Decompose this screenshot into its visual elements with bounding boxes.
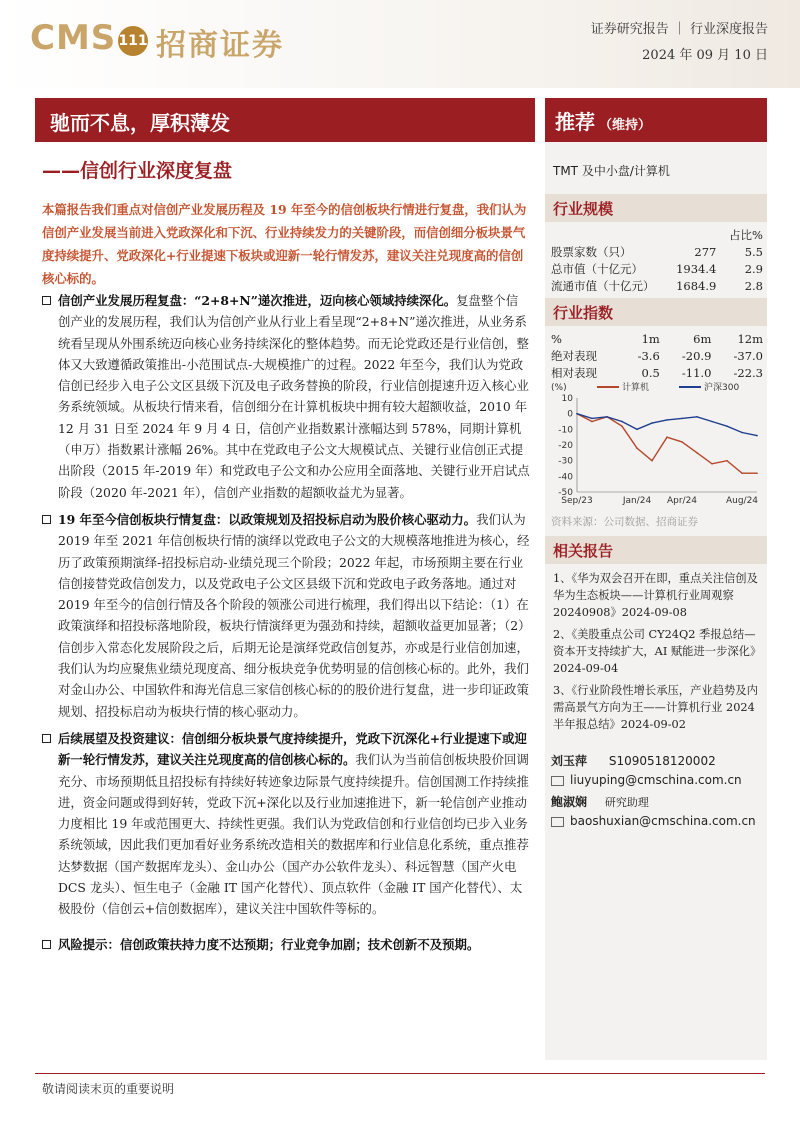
table-cell: 股票家数（只） xyxy=(551,244,632,259)
table-header-cell: 12m xyxy=(737,331,763,346)
table-cell: 绝对表现 xyxy=(551,348,597,363)
analyst-id: S1090518120002 xyxy=(608,754,716,768)
table-cell: -20.9 xyxy=(681,348,712,363)
data-point xyxy=(651,460,653,462)
footer-note: 敬请阅读末页的重要说明 xyxy=(42,1082,175,1096)
checkbox-bullet-icon xyxy=(42,515,51,524)
data-point xyxy=(756,472,758,474)
report-date: 2024 年 09 月 10 日 xyxy=(642,48,768,63)
table-cell: 277 xyxy=(694,244,717,259)
bullet-text: 我们认为 2019 年至 2021 年信创板块行情的演绎以党政电子公文的大规模落地推进为核心，经历了政策预期演绎-招投标启动-业绩兑现三个阶段；2022 年起，市场预期主要在行业信创接替党政信创发力，以及党政电子公文区县级下沉和党政电子政务落地。通过对 2019 年至今的信创行情及各个阶段的领涨公司进行梳理，我们得出以下结论：（1）在政策演绎和招投标落地阶段，板块行情演绎更为强劲和持续，超额收益更加显著；（2）信创步入常态化发展阶段之后，后期无论是演绎党政信创复苏，亦或是行业信创加速，我们认为均应聚焦业绩兑现度高、细分板块竞争优势明显的信创核心标的。此外，我们对金山办公、中国软件和海光信息三家信创核心标的的股价进行复盘，进一步印证政策规划、招投标启动为板块行情的核心驱动力。 xyxy=(58,511,530,719)
data-point xyxy=(681,418,683,420)
analyst-email[interactable]: liuyuping@cmschina.com.cn xyxy=(570,773,742,787)
rating-sub: （维持） xyxy=(599,118,652,133)
table-header-row xyxy=(551,330,763,347)
data-point xyxy=(741,432,743,434)
data-point xyxy=(681,441,683,443)
data-point xyxy=(606,416,608,418)
data-point xyxy=(741,472,743,474)
table-cell: 相对表现 xyxy=(551,365,597,380)
logo-text: CMS xyxy=(30,18,117,58)
table-cell: -3.6 xyxy=(637,348,660,363)
table-header-cell: % xyxy=(551,331,562,346)
industry-index-table xyxy=(551,330,763,381)
rating-label: 推荐 xyxy=(555,110,595,134)
table-cell: 流通市值（十亿元） xyxy=(551,278,655,293)
y-tick-label: 0 xyxy=(567,409,573,420)
data-point xyxy=(651,422,653,424)
bullet-lead: 风险提示：信创政策扶持力度不达预期；行业竞争加剧；技术创新不及预期。 xyxy=(58,936,480,952)
bullet-lead: 19 年至今信创板块行情复盘：以政策规划及招投标启动为股价核心驱动力。 xyxy=(58,511,477,527)
y-tick-label: -50 xyxy=(558,488,573,498)
logo-cn: 招商证券 xyxy=(156,28,284,63)
bullet-lead: 后续展望及投资建议：信创细分板块景气度持续提升，党政下沉深化+行业提速下或迎新一轮行情发苏，建议关注兑现度高的信创核心标的。 xyxy=(58,730,527,768)
bullet-item xyxy=(42,934,530,955)
data-point xyxy=(621,425,623,427)
data-point xyxy=(726,460,728,462)
footer-divider xyxy=(35,1073,765,1074)
legend-label: 计算机 xyxy=(622,383,650,393)
data-point xyxy=(696,452,698,454)
data-point xyxy=(696,416,698,418)
table-cell: 1684.9 xyxy=(676,278,717,293)
analyst-name: 刘玉萍 xyxy=(551,754,588,768)
data-point xyxy=(666,419,668,421)
source-note: 资料来源：公司数据、招商证券 xyxy=(551,516,698,528)
related-reports xyxy=(551,570,761,738)
table-row xyxy=(551,260,763,277)
summary: 本篇报告我们重点对信创产业发展历程及 19 年至今的信创板块行情进行复盘，我们认为信创产业发展当前进入党政深化和下沉、行业持续发力的关键阶段，而信创细分板块景气度持续提升、党政深化+行业提速下板块或迎新一轮行情发苏，建议关注兑现度高的信创核心标的。 xyxy=(42,202,527,286)
industry-scale-table xyxy=(551,226,763,294)
y-tick-label: -20 xyxy=(558,441,573,451)
checkbox-bullet-icon xyxy=(42,940,51,949)
table-header-cell: 1m xyxy=(641,331,660,346)
data-point xyxy=(591,418,593,420)
table-cell: -11.0 xyxy=(681,365,712,380)
bullet-lead: 信创产业发展历程复盘：“2+8+N”递次推进，迈向核心领域持续深化。 xyxy=(58,293,457,308)
checkbox-bullet-icon xyxy=(42,734,51,743)
table-cell: 总市值（十亿元） xyxy=(551,261,643,276)
x-tick-label: Sep/23 xyxy=(561,496,593,506)
section-title: 行业规模 xyxy=(553,200,614,218)
section-industry-index xyxy=(545,298,767,326)
report-link[interactable]: 1、《华为双会召开在即，重点关注信创及华为生态板块——计算机行业周观察 20240908》2024-09-08 xyxy=(553,572,758,619)
table-cell: 1934.4 xyxy=(676,261,717,276)
data-point xyxy=(576,413,578,415)
data-point xyxy=(591,421,593,423)
analyst-2 xyxy=(551,793,649,810)
industry-label: TMT 及中小盘/计算机 xyxy=(553,164,670,178)
page-subtitle: ——信创行业深度复盘 xyxy=(42,160,233,182)
section-industry-scale xyxy=(545,194,767,222)
report-link[interactable]: 3、《行业阶段性增长承压，产业趋势及内需高景气方向为王——计算机行业 2024 半年报总结》2024-09-02 xyxy=(553,684,758,731)
y-tick-label: -10 xyxy=(558,425,573,436)
data-point xyxy=(621,421,623,423)
table-header-cell: 6m xyxy=(693,331,712,346)
analyst-1-email-row xyxy=(551,773,742,787)
report-link[interactable]: 2、《美股重点公司 CY24Q2 季报总结—资本开支持续扩大，AI 赋能进一步深化》2024-09-04 xyxy=(553,628,756,675)
bullet-item xyxy=(42,728,530,920)
table-cell: -37.0 xyxy=(733,348,763,363)
section-title: 行业指数 xyxy=(553,304,614,322)
data-point xyxy=(636,447,638,449)
analyst-2-email-row xyxy=(551,814,756,828)
rating xyxy=(555,106,651,135)
section-related-reports xyxy=(545,536,767,564)
bullet-item xyxy=(42,290,530,503)
table-cell: 0.5 xyxy=(641,365,660,380)
x-tick-label: Apr/24 xyxy=(666,496,698,506)
x-tick-label: Aug/24 xyxy=(725,496,759,506)
y-axis-label: (%) xyxy=(551,383,567,393)
table-cell: 2.8 xyxy=(744,278,763,293)
bullet-text: 我们认为当前信创板块股价回调充分、市场预期低且招投标有持续好转迹象边际景气度持续提升。信创国测工作持续推进，资金问题或得到好转，党政下沉+深化以及行业加速推进下，新一轮信创产业推动力度相比 19 年或范围更大、持续性更强。我们认为党政信创和行业信创均已步入业务系统领域，因此我们更加看好业务系统改造相关的数据库和行业信息化系统，重点推荐达梦数据（国产数据库龙头）、金山办公（国产办公软件龙头）、科远智慧（国产火电 DCS 龙头）、恒生电子（金融 IT 国产化替代）、顶点软件（金融 IT 国产化替代）、太极股份（信创云+信创数据库），建议关注中国软件等标的。 xyxy=(58,752,529,917)
logo-badge-icon: 111 xyxy=(118,26,148,56)
table-cell: 2.9 xyxy=(744,261,763,276)
table-cell: -22.3 xyxy=(733,365,763,380)
bullet-text: 复盘整个信创产业的发展历程，我们认为信创产业从行业上看呈现“2+8+N”递次推进，从业务系统看呈现从外围系统迈向核心业务持续深化的整体趋势。而无论党政还是行业信创，整体又大致遵循政策推出-小范围试点-大规模推广的过程。2022 年至今，我们认为党政信创已经步入电子公文区县级下沉及电子政务替换的阶段，行业信创提速升迈入核心业务系统领域。从板块行情来看，信创细分在计算机板块中拥有较大超额收益，2010 年 12 月 31 日至 2024 年 9 月 4 日，信创产业指数累计涨幅达到 578%，同期计算机（申万）指数累计涨幅 26%。其中在党政电子公文大规模试点、关键行业信创正式提出阶段（2015 年-2019 年）和党政电子公文和办公应用全面落地、关键行业开启试点阶段（2020 年-2021 年），信创产业指数的超额收益尤为显著。 xyxy=(58,293,530,500)
data-point xyxy=(756,435,758,437)
bullet-list xyxy=(42,290,530,961)
series-line-computer xyxy=(577,414,757,474)
data-point xyxy=(711,463,713,465)
data-point xyxy=(711,421,713,423)
analyst-1 xyxy=(551,752,716,769)
legend-label: 沪深300 xyxy=(704,383,740,393)
table-row xyxy=(551,277,763,294)
mail-icon xyxy=(551,817,564,827)
series-line-hs300 xyxy=(577,414,757,436)
table-row xyxy=(551,243,763,260)
report-type: 证券研究报告 ｜ 行业深度报告 xyxy=(590,22,768,37)
bullet-item xyxy=(42,509,530,722)
x-tick-label: Jan/24 xyxy=(622,496,652,506)
page-title: 驰而不息，厚积薄发 xyxy=(50,111,230,135)
y-tick-label: -40 xyxy=(558,472,573,483)
analyst-name: 鲍淑娴 xyxy=(551,795,588,809)
index-line-chart xyxy=(549,380,765,510)
table-header-cell: 占比% xyxy=(729,227,763,242)
y-tick-label: -30 xyxy=(558,456,573,467)
table-cell: 5.5 xyxy=(744,244,763,259)
section-title: 相关报告 xyxy=(553,542,614,560)
table-row xyxy=(551,364,763,381)
table-header-row xyxy=(551,226,763,243)
data-point xyxy=(666,436,668,438)
checkbox-bullet-icon xyxy=(42,296,51,305)
mail-icon xyxy=(551,776,564,786)
table-row xyxy=(551,347,763,364)
analyst-role: 研究助理 xyxy=(604,796,649,809)
analyst-email[interactable]: baoshuxian@cmschina.com.cn xyxy=(570,814,756,828)
y-tick-label: 10 xyxy=(561,394,573,404)
data-point xyxy=(636,429,638,431)
data-point xyxy=(726,425,728,427)
